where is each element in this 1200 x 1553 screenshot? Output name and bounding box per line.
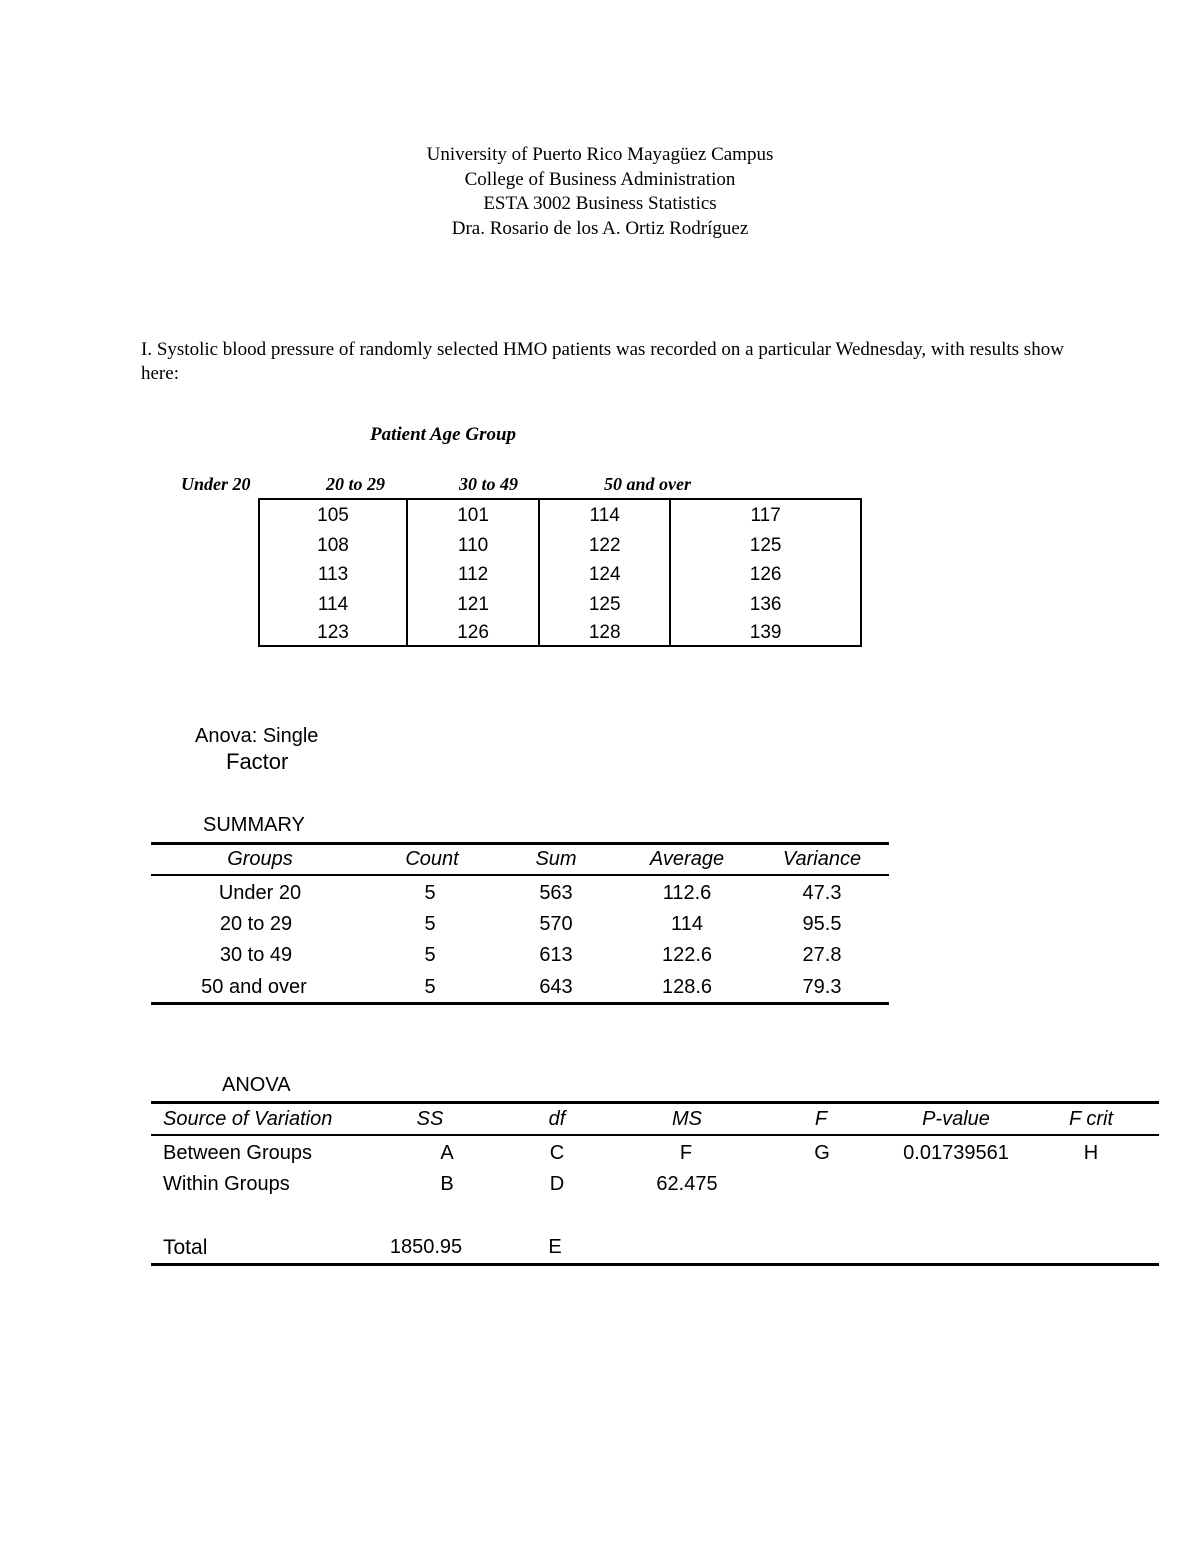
- anova-top-rule: [151, 1101, 1159, 1104]
- data-cell: 117: [750, 505, 781, 526]
- course-name: ESTA 3002 Business Statistics: [483, 193, 717, 214]
- anova-p-value: 0.01739561: [903, 1142, 1009, 1164]
- summary-count: 5: [424, 913, 436, 935]
- data-cell: 101: [457, 505, 489, 526]
- question-text: I. Systolic blood pressure of randomly selected HMO patients was recorded on a particular Wednesday, with results show here:: [141, 339, 1064, 384]
- anova-single-factor-title: [195, 723, 318, 775]
- anova-df: E: [548, 1236, 562, 1258]
- data-cell: 108: [317, 535, 349, 556]
- summary-top-rule: [151, 842, 889, 845]
- summary-sum: 570: [539, 913, 573, 935]
- summary-bottom-rule: [151, 1002, 889, 1005]
- summary-group: 50 and over: [201, 976, 307, 998]
- anova-f: G: [814, 1142, 830, 1164]
- anova-df: D: [549, 1173, 565, 1195]
- summary-variance: 79.3: [802, 976, 842, 998]
- anova-source: Between Groups: [163, 1142, 312, 1164]
- document-header: [0, 143, 1200, 241]
- age-header-30-to-49: 30 to 49: [459, 474, 519, 494]
- data-cell: 121: [457, 594, 489, 615]
- anova-ms: F: [679, 1142, 693, 1164]
- blood-pressure-table: [258, 498, 862, 647]
- summary-variance: 27.8: [802, 944, 842, 966]
- university-name: University of Puerto Rico Mayagüez Campus: [426, 144, 774, 165]
- data-cell: 123: [317, 622, 349, 643]
- data-cell: 124: [588, 564, 621, 585]
- summary-count: 5: [424, 882, 436, 904]
- summary-header-average: Average: [649, 848, 725, 870]
- anova-label: ANOVA: [222, 1074, 291, 1096]
- summary-count: 5: [424, 976, 436, 998]
- anova-header-ss: SS: [416, 1108, 444, 1130]
- anova-header-p-value: P-value: [922, 1108, 990, 1130]
- summary-variance: 47.3: [802, 882, 842, 904]
- anova-ss: A: [440, 1142, 454, 1164]
- anova-header-f-crit: F crit: [1068, 1108, 1114, 1130]
- anova-header-rule: [151, 1134, 1159, 1136]
- summary-average: 128.6: [661, 976, 713, 998]
- data-cell: 112: [457, 564, 489, 585]
- anova-title-line1: Anova: Single: [195, 725, 319, 747]
- anova-ms: 62.475: [656, 1173, 718, 1195]
- data-cell: 114: [589, 505, 620, 526]
- summary-sum: 613: [539, 944, 573, 966]
- summary-average: 122.6: [661, 944, 713, 966]
- data-column-under-20: [260, 500, 408, 645]
- summary-sum: 643: [539, 976, 573, 998]
- data-column-30-to-49: [540, 500, 671, 645]
- data-cell: 136: [749, 594, 782, 615]
- data-column-50-and-over: [671, 500, 860, 645]
- anova-ss: B: [440, 1173, 454, 1195]
- summary-label: SUMMARY: [203, 814, 305, 836]
- summary-group: 30 to 49: [219, 944, 293, 966]
- college-name: College of Business Administration: [464, 168, 736, 190]
- professor-name: Dra. Rosario de los A. Ortiz Rodríguez: [451, 217, 749, 239]
- data-column-20-to-29: [408, 500, 540, 645]
- summary-header-rule: [151, 874, 889, 876]
- data-cell: 113: [317, 564, 349, 585]
- data-cell: 126: [749, 564, 782, 585]
- anova-header-f: F: [814, 1108, 828, 1130]
- anova-title-line2: Factor: [226, 749, 289, 774]
- data-cell: 128: [588, 622, 621, 643]
- anova-source: Total: [163, 1236, 208, 1259]
- age-header-50-and-over: 50 and over: [604, 474, 691, 494]
- data-cell: 139: [749, 622, 782, 643]
- summary-count: 5: [424, 944, 436, 966]
- anova-df: C: [549, 1142, 565, 1164]
- summary-group: 20 to 29: [219, 913, 293, 935]
- anova-header-ms: MS: [672, 1108, 702, 1130]
- age-header-under-20: Under 20: [181, 474, 251, 494]
- summary-header-variance: Variance: [782, 848, 862, 870]
- data-cell: 122: [588, 535, 621, 556]
- summary-header-sum: Sum: [535, 848, 577, 870]
- data-cell: 105: [317, 505, 349, 526]
- age-group-title: Patient Age Group: [370, 424, 517, 445]
- summary-header-count: Count: [405, 848, 459, 870]
- anova-header-df: df: [548, 1108, 566, 1130]
- anova-f-crit: H: [1083, 1142, 1099, 1164]
- summary-header-groups: Groups: [227, 848, 293, 870]
- data-cell: 126: [457, 622, 489, 643]
- anova-header-source: Source of Variation: [163, 1108, 333, 1130]
- data-cell: 114: [317, 594, 349, 615]
- summary-average: 114: [671, 913, 703, 935]
- anova-ss: 1850.95: [389, 1236, 463, 1258]
- summary-group: Under 20: [218, 882, 302, 904]
- summary-variance: 95.5: [802, 913, 842, 935]
- anova-bottom-rule: [151, 1263, 1159, 1266]
- data-cell: 110: [457, 535, 489, 556]
- age-header-20-to-29: 20 to 29: [326, 474, 386, 494]
- data-cell: 125: [588, 594, 621, 615]
- summary-sum: 563: [539, 882, 573, 904]
- data-cell: 125: [749, 535, 782, 556]
- anova-source: Within Groups: [163, 1173, 290, 1195]
- summary-average: 112.6: [662, 882, 712, 904]
